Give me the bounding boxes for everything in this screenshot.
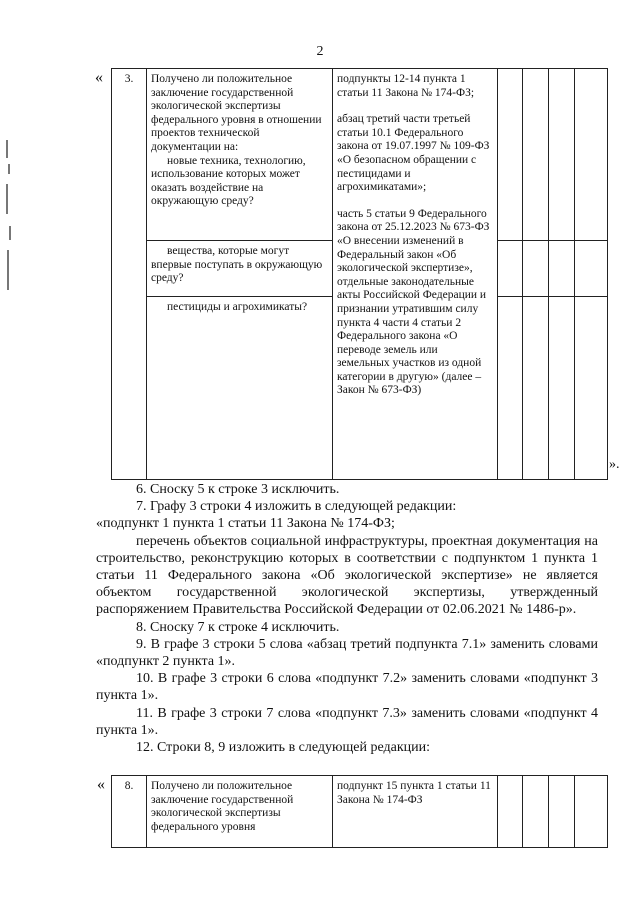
answer-note-cell[interactable] [575, 776, 608, 848]
paragraph-7: 7. Графу 3 строки 4 изложить в следующей редакции: [136, 499, 457, 515]
answer-no-cell[interactable] [523, 69, 549, 241]
question-cell [147, 776, 333, 848]
basis-text: подпункт 15 пункта 1 статьи 11 Закона № 174-ФЗ [337, 780, 491, 806]
basis-text-2: абзац третий части третьей статьи 10.1 Федерального закона от 19.07.1997 № 109-ФЗ «О безопасном обращении с пестицидами и агрохимикатами»; [337, 113, 490, 194]
answer-no-cell[interactable] [523, 297, 549, 480]
table1-close-quote: ». [609, 457, 620, 472]
question: Получено ли положительное заключение государственной экологической экспертизы федерального уровня [151, 780, 294, 833]
basis-cell [333, 69, 498, 480]
row-number-cell [112, 69, 147, 480]
paragraph-10: 10. В графе 3 строки 6 слова «подпункт 7.2» заменить словами «подпункт 3 пункта 1». [96, 671, 598, 704]
answer-note-cell[interactable] [575, 241, 608, 297]
paragraph-6: 6. Сноску 5 к строке 3 исключить. [136, 482, 340, 497]
answer-na-cell[interactable] [549, 297, 575, 480]
answer-na-cell[interactable] [549, 69, 575, 241]
table-row-8 [111, 775, 608, 848]
answer-yes-cell[interactable] [498, 297, 523, 480]
row-number: 8. [124, 780, 134, 792]
answer-no-cell[interactable] [523, 241, 549, 297]
question-cell-main [147, 69, 333, 241]
page-number: 2 [316, 44, 324, 59]
paragraph-9: 9. В графе 3 строки 5 слова «абзац третий подпункта 7.1» заменить словами «подпункт 2 пункта 1». [96, 636, 598, 670]
question-main: Получено ли положительное заключение государственной экологической экспертизы федерального уровня в отношении проектов технической документации на: [151, 73, 322, 153]
answer-na-cell[interactable] [549, 776, 575, 848]
paragraph-12: 12. Строки 8, 9 изложить в следующей редакции: [136, 740, 431, 756]
answer-na-cell[interactable] [549, 241, 575, 297]
question-cell-sub2 [147, 241, 333, 297]
answer-note-cell[interactable] [575, 69, 608, 241]
answer-yes-cell[interactable] [498, 241, 523, 297]
question-cell-sub3 [147, 297, 333, 480]
answer-note-cell[interactable] [575, 297, 608, 480]
amendments-text [96, 481, 598, 756]
answer-no-cell[interactable] [523, 776, 549, 848]
basis-text-3: часть 5 статьи 9 Федерального закона от 25.12.2023 № 673-ФЗ «О внесении изменений в Федеральный закон «Об экологической экспертизе», отдельные законодательные акты Российской Федерации и признании утратившим силу пункта 4 части 4 статьи 2 Федерального закона «О переводе земель или земельных участков из одной категории в другую» (далее – Закон № 673-ФЗ) [337, 207, 490, 397]
row-number: 3. [124, 73, 134, 85]
basis-text-1: подпункты 12-14 пункта 1 статьи 11 Закона № 174-ФЗ; [337, 73, 475, 99]
answer-yes-cell[interactable] [498, 69, 523, 241]
scan-artifact-marks [4, 140, 12, 300]
basis-cell [333, 776, 498, 848]
question-sub2: вещества, которые могут впервые поступать в окружающую среду? [151, 245, 323, 285]
paragraph-7-body: перечень объектов социальной инфраструктуры, проектная документация на строительство, реконструкцию которых в соответствии с подпунктом 1 пункта 1 статьи 11 Федерального закона «Об экологической экспертизе» не является объектом государственной экологической экспертизы, утвержденный распоряжением Правительства Российской Федерации от 02.06.2021 № 1486-р». [96, 533, 598, 618]
paragraph-11: 11. В графе 3 строки 7 слова «подпункт 7.3» заменить словами «подпункт 4 пункта 1». [96, 705, 598, 738]
question-sub3: пестициды и агрохимикаты? [167, 301, 308, 313]
table-row-3 [111, 68, 608, 480]
row-number-cell [112, 776, 147, 848]
table1-open-quote: « [95, 69, 103, 86]
table2-open-quote: « [97, 776, 105, 793]
paragraph-8: 8. Сноску 7 к строке 4 исключить. [136, 619, 340, 635]
question-sub1: новые техника, технологию, использование которых может оказать воздействие на окружающую среду? [151, 154, 306, 208]
paragraph-7-quote: «подпункт 1 пункта 1 статьи 11 Закона № 174-ФЗ; [96, 516, 395, 532]
answer-yes-cell[interactable] [498, 776, 523, 848]
